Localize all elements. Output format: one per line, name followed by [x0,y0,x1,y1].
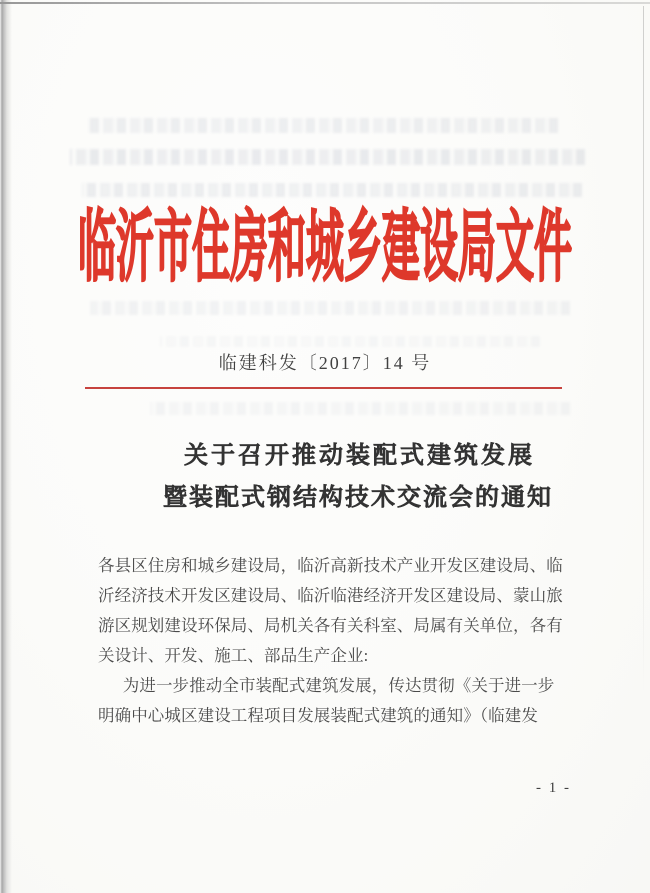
scan-edge-left [0,0,12,893]
ghost-bleed-row [88,118,558,133]
ghost-bleed-row [90,301,570,315]
document-title-line-2: 暨装配式钢结构技术交流会的通知 [163,485,553,511]
body-text [98,551,574,731]
scan-edge-top [0,2,650,4]
ghost-bleed-row [160,336,540,347]
ghost-bleed-row [82,183,582,197]
agency-header [0,205,650,292]
body-line: 关设计、开发、施工、部品生产企业: [98,646,369,665]
document-title-line-1: 关于召开推动装配式建筑发展 [184,443,535,469]
document-number: 临建科发〔2017〕14 号 [218,353,432,373]
page-number: - 1 - [536,780,571,796]
red-divider-rule [85,387,562,389]
ghost-bleed-row [150,402,570,415]
body-line: 为进一步推动全市装配式建筑发展，传达贯彻《关于进一步 [122,676,555,695]
body-line: 沂经济技术开发区建设局、临沂临港经济开发区建设局、蒙山旅 [98,586,563,605]
ghost-bleed-row [70,149,585,165]
body-line: 各县区住房和城乡建设局，临沂高新技术产业开发区建设局、临 [98,556,563,575]
agency-header-text: 临沂市住房和城乡建设局文件 [77,205,572,292]
body-line: 明确中心城区建设工程项目发展装配式建筑的通知》（临建发 [98,706,538,725]
body-line: 游区规划建设环保局、局机关各有关科室、局属有关单位，各有 [98,616,563,635]
